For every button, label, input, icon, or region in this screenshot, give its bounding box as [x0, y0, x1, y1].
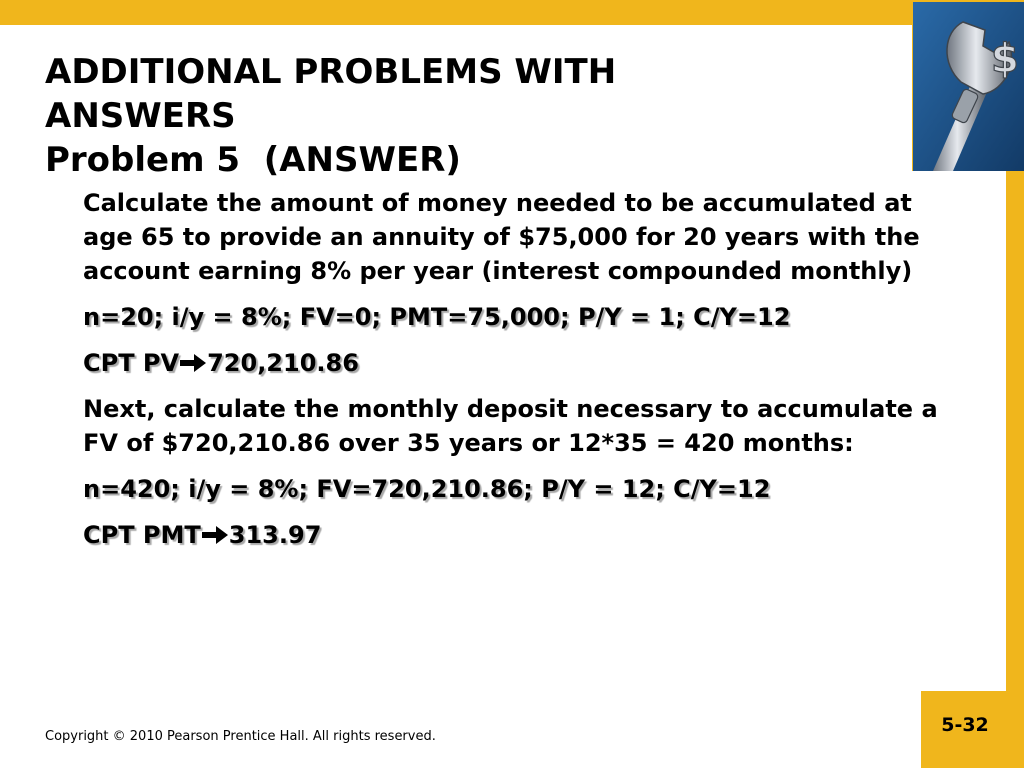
step2-inputs: n=420; i/y = 8%; FV=720,210.86; P/Y = 12; C/Y=12: [83, 475, 771, 503]
step1-result-value: 720,210.86: [207, 349, 359, 377]
step1-inputs: n=20; i/y = 8%; FV=0; PMT=75,000; P/Y = 1; C/Y=12: [83, 303, 791, 331]
step1-result-label: CPT PV: [83, 349, 180, 377]
right-arrow-icon: [179, 353, 207, 373]
right-arrow-icon: [201, 525, 229, 545]
page-number: 5-32: [941, 714, 989, 736]
problem-statement: Calculate the amount of money needed to be accumulated at age 65 to provide an annuity of $75,000 for 20 years with the account earning 8% per year (interest compounded monthly): [83, 189, 920, 285]
title-line-3: Problem 5 (ANSWER): [45, 140, 461, 180]
top-accent-bar: [0, 0, 1024, 25]
step1-result: [83, 346, 963, 380]
slide-content: [83, 186, 963, 564]
svg-text:$: $: [991, 36, 1019, 82]
slide-title: [45, 50, 895, 182]
title-line-1: ADDITIONAL PROBLEMS WITH: [45, 52, 617, 92]
step2-result: [83, 518, 963, 552]
copyright-footer: Copyright © 2010 Pearson Prentice Hall. All rights reserved.: [45, 729, 436, 744]
title-line-2: ANSWERS: [45, 96, 236, 136]
wrench-dollar-icon: [912, 2, 1024, 171]
step2-statement: Next, calculate the monthly deposit necessary to accumulate a FV of $720,210.86 over 35 years or 12*35 = 420 months:: [83, 395, 938, 457]
step2-result-value: 313.97: [228, 521, 322, 549]
step2-result-label: CPT PMT: [83, 521, 201, 549]
